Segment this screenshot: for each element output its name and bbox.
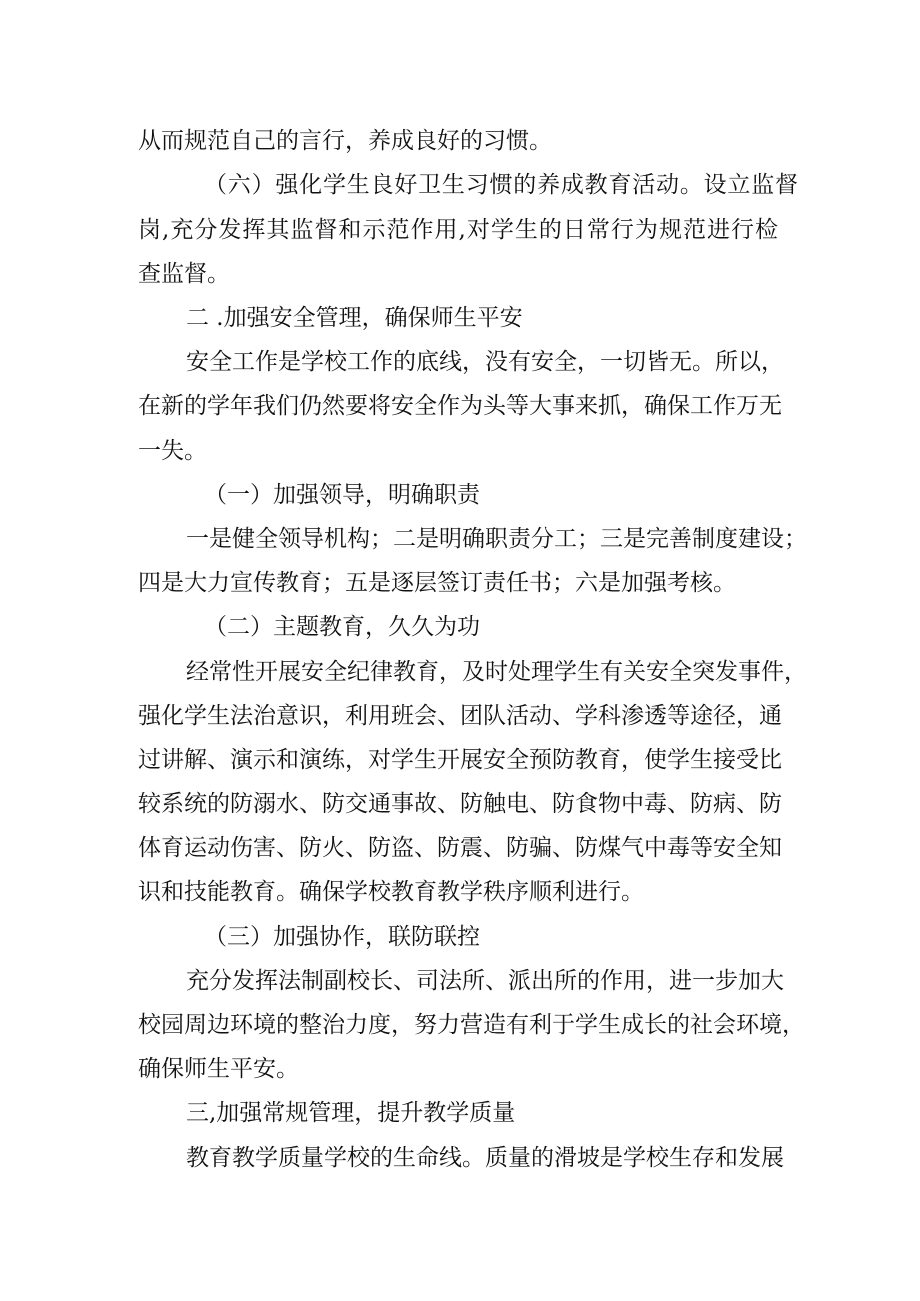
text-line: 识和技能教育。确保学校教育教学秩序顺利进行。 bbox=[138, 879, 644, 905]
text-line: 安全工作是学校工作的底线，没有安全，一切皆无。所以， bbox=[186, 349, 784, 375]
text-line: 查监督。 bbox=[138, 261, 230, 287]
text-line: 岗,充分发挥其监督和示范作用,对学生的日常行为规范进行检 bbox=[138, 217, 778, 243]
text-line: 体育运动伤害、防火、防盗、防震、防骗、防煤气中毒等安全知 bbox=[138, 835, 782, 861]
text-line: 从而规范自己的言行，养成良好的习惯。 bbox=[138, 128, 552, 154]
text-line: 在新的学年我们仍然要将安全作为头等大事来抓，确保工作万无 bbox=[138, 393, 782, 419]
text-line: 强化学生法治意识，利用班会、团队活动、学科渗透等途径，通 bbox=[138, 703, 782, 729]
section-heading: 三,加强常规管理，提升教学质量 bbox=[186, 1100, 516, 1126]
subsection-heading: （三）加强协作，联防联控 bbox=[204, 924, 480, 950]
text-line: 经常性开展安全纪律教育，及时处理学生有关安全突发事件， bbox=[186, 659, 807, 685]
text-line: 教育教学质量学校的生命线。质量的滑坡是学校生存和发展 bbox=[186, 1145, 784, 1171]
text-line: 较系统的防溺水、防交通事故、防触电、防食物中毒、防病、防 bbox=[138, 791, 782, 817]
text-line: 充分发挥法制副校长、司法所、派出所的作用，进一步加大 bbox=[186, 968, 784, 994]
text-line: 过讲解、演示和演练，对学生开展安全预防教育，使学生接受比 bbox=[138, 747, 782, 773]
text-line: （六）强化学生良好卫生习惯的养成教育活动。设立监督 bbox=[204, 172, 798, 198]
text-line: 一是健全领导机构；二是明确职责分工；三是完善制度建设； bbox=[186, 526, 807, 552]
text-line: 确保师生平安。 bbox=[138, 1056, 299, 1082]
text-line: 四是大力宣传教育；五是逐层签订责任书；六是加强考核。 bbox=[138, 570, 736, 596]
subsection-heading: （一）加强领导，明确职责 bbox=[204, 482, 480, 508]
section-heading: 二 .加强安全管理，确保师生平安 bbox=[186, 305, 523, 331]
subsection-heading: （二）主题教育，久久为功 bbox=[204, 614, 480, 640]
text-line: 一失。 bbox=[138, 438, 207, 464]
text-line: 校园周边环境的整治力度，努力营造有利于学生成长的社会环境， bbox=[138, 1012, 805, 1038]
